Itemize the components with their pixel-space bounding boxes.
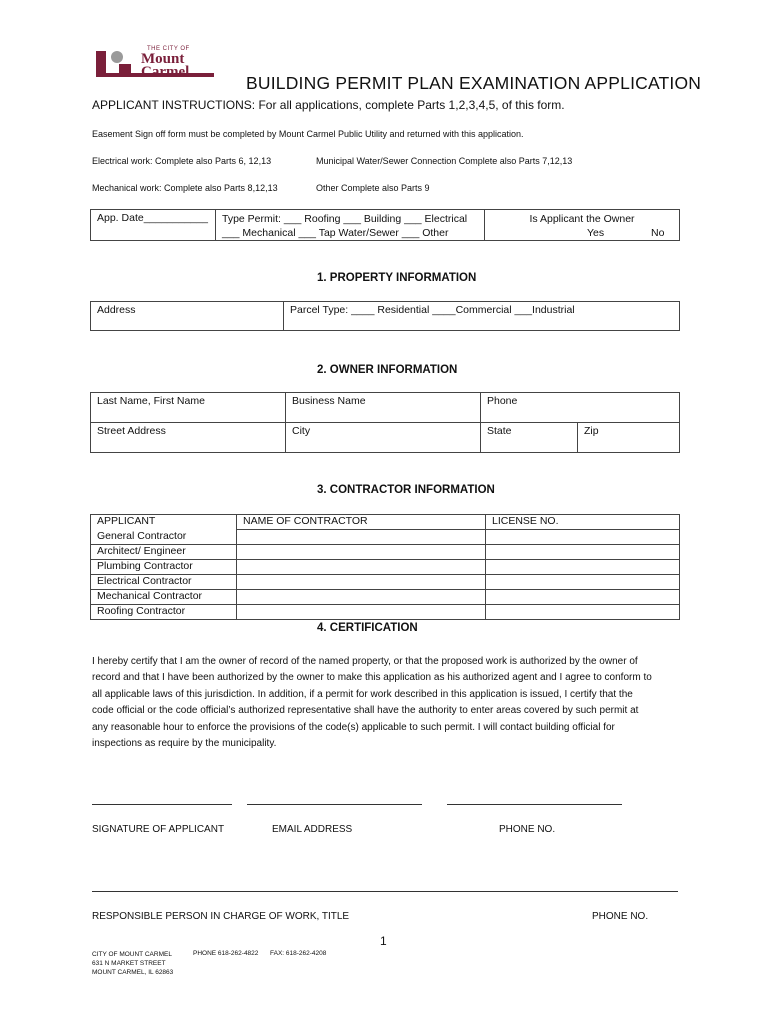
contractor-role: General Contractor — [91, 530, 237, 545]
certification-line: any reasonable hour to enforce the provisions of the code(s) applicable to such permit. I will contact building official for — [92, 721, 615, 733]
responsible-person-label: RESPONSIBLE PERSON IN CHARGE OF WORK, TITLE — [92, 911, 350, 922]
owner-yes: Yes — [587, 227, 605, 239]
certification-line: code official or the code official’s authorized representative shall have the authority to enter areas covered by such permit at — [92, 705, 639, 717]
owner-no: No — [651, 227, 665, 239]
email-label: EMAIL ADDRESS — [272, 824, 353, 835]
responsible-person-line[interactable] — [92, 891, 678, 892]
note-electrical: Electrical work: Complete also Parts 6, 12,13 — [92, 156, 272, 166]
city-field[interactable]: City — [286, 423, 481, 453]
phone-label: PHONE NO. — [499, 824, 556, 835]
parcel-type-field[interactable]: Parcel Type: ____ Residential ____Commercial ___Industrial — [284, 302, 680, 331]
business-name-field[interactable]: Business Name — [286, 393, 481, 423]
note-municipal: Municipal Water/Sewer Connection Complete also Parts 7,12,13 — [316, 156, 573, 166]
footer-address — [92, 950, 173, 977]
easement-note: Easement Sign off form must be completed by Mount Carmel Public Utility and returned with this application. — [92, 129, 524, 139]
footer-city: CITY OF MOUNT CARMEL — [92, 951, 172, 958]
section-certification-heading: 4. CERTIFICATION — [317, 622, 418, 634]
note-other: Other Complete also Parts 9 — [316, 183, 430, 193]
phone-label-2: PHONE NO. — [592, 911, 649, 922]
col-applicant: APPLICANT — [91, 515, 237, 530]
logo-the-city-of: THE CITY OF — [147, 46, 190, 52]
contractor-table — [90, 514, 680, 620]
type-permit-cell[interactable] — [216, 210, 485, 241]
license-input[interactable] — [486, 530, 680, 545]
certification-line: record and that I have been authorized by the owner to make this application as his authorized agent and I agree to conform to — [92, 672, 652, 684]
license-input[interactable] — [486, 575, 680, 590]
contractor-name-input[interactable] — [237, 590, 486, 605]
section-property-heading: 1. PROPERTY INFORMATION — [317, 272, 477, 284]
contractor-name-input[interactable] — [237, 560, 486, 575]
owner-name-field[interactable]: Last Name, First Name — [91, 393, 286, 423]
logo-mark-block — [119, 64, 131, 73]
contractor-role: Plumbing Contractor — [91, 560, 237, 575]
email-line[interactable] — [247, 804, 422, 805]
certification-line: inspections as require by the municipality. — [92, 738, 277, 750]
certification-line: all applicable laws of this jurisdiction. In addition, if a permit for work described in this application is issued, I certify that the — [92, 688, 633, 700]
section-owner-heading: 2. OWNER INFORMATION — [317, 364, 458, 376]
logo-mark-circle — [111, 51, 123, 63]
license-input[interactable] — [486, 560, 680, 575]
property-table — [90, 301, 680, 331]
certification-line: I hereby certify that I am the owner of record of the named property, or that the proposed work is authorized by the owner of — [92, 656, 638, 667]
license-input[interactable] — [486, 605, 680, 620]
contractor-name-input[interactable] — [237, 530, 486, 545]
address-field[interactable]: Address — [91, 302, 284, 331]
contractor-name-input[interactable] — [237, 575, 486, 590]
license-input[interactable] — [486, 590, 680, 605]
certification-text — [92, 654, 692, 752]
contractor-name-input[interactable] — [237, 605, 486, 620]
app-date-field[interactable]: App. Date___________ — [91, 210, 216, 241]
street-address-field[interactable]: Street Address — [91, 423, 286, 453]
logo-word-mount: Mount — [141, 51, 185, 67]
owner-question: Is Applicant the Owner — [529, 213, 635, 225]
phone-line[interactable] — [447, 804, 622, 805]
footer-street: 631 N MARKET STREET — [92, 960, 166, 967]
contractor-role: Mechanical Contractor — [91, 590, 237, 605]
contractor-name-input[interactable] — [237, 545, 486, 560]
applicant-instructions: APPLICANT INSTRUCTIONS: For all applications, complete Parts 1,2,3,4,5, of this form. — [92, 98, 565, 112]
type-permit-line2: ___ Mechanical ___ Tap Water/Sewer ___ Other — [222, 227, 449, 239]
owner-question-cell[interactable] — [485, 210, 680, 241]
owner-table — [90, 392, 680, 453]
footer-fax: FAX: 618-262-4208 — [270, 950, 327, 957]
contractor-role: Electrical Contractor — [91, 575, 237, 590]
zip-field[interactable]: Zip — [578, 423, 680, 453]
owner-phone-field[interactable]: Phone — [481, 393, 680, 423]
page-title: BUILDING PERMIT PLAN EXAMINATION APPLICATION — [246, 73, 702, 93]
signature-label: SIGNATURE OF APPLICANT — [92, 824, 225, 835]
section-contractor-heading: 3. CONTRACTOR INFORMATION — [317, 484, 495, 496]
note-mechanical: Mechanical work: Complete also Parts 8,12,13 — [92, 183, 278, 193]
logo-word-carmel: Carmel — [141, 64, 190, 80]
contractor-role: Roofing Contractor — [91, 605, 237, 620]
page-number: 1 — [380, 934, 387, 948]
col-contractor-name: NAME OF CONTRACTOR — [237, 515, 486, 530]
footer-state: MOUNT CARMEL, IL 62863 — [92, 969, 174, 976]
footer-phone: PHONE 618-262-4822 — [193, 950, 259, 957]
contractor-role: Architect/ Engineer — [91, 545, 237, 560]
state-field[interactable]: State — [481, 423, 578, 453]
logo-mark-bar — [96, 51, 106, 73]
signature-line[interactable] — [92, 804, 232, 805]
col-license-no: LICENSE NO. — [486, 515, 680, 530]
permit-type-table — [90, 209, 680, 241]
license-input[interactable] — [486, 545, 680, 560]
type-permit-line1: Type Permit: ___ Roofing ___ Building ___ Electrical — [222, 213, 468, 225]
